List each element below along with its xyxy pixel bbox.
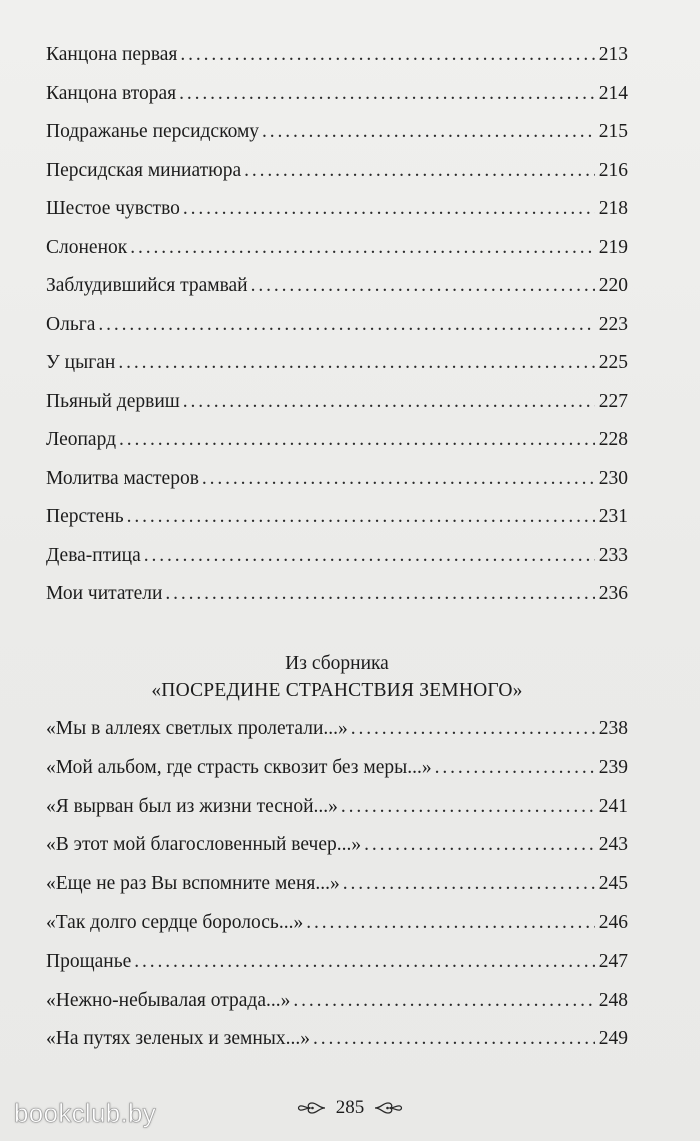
toc-entry-page: 231 [598,506,628,527]
toc-entry-title: «Мы в аллеях светлых пролетали...» [46,718,348,739]
toc-entry-title: Заблудившийся трамвай [46,275,248,296]
toc-entry-title: Пьяный дервиш [46,390,180,412]
toc-entry [46,749,628,788]
toc-entry-title: «Нежно-небывалая отрада...» [46,989,291,1011]
left-ornament-icon [297,1099,327,1117]
toc-entry-page: 219 [598,236,628,258]
toc-entry [46,190,628,229]
toc-entry [46,982,628,1021]
toc-list-part1 [46,36,628,614]
toc-entry-title: Молитва мастеров [46,467,199,489]
toc-entry-title: «Еще не раз Вы вспомните меня...» [46,873,340,895]
toc-entry [46,306,628,345]
toc-leader-dots [351,710,595,749]
toc-entry [46,865,628,904]
toc-entry-page: 239 [598,756,628,778]
toc-list-part2 [46,710,628,1059]
toc-entry-title: Персидская миниатюра [46,159,242,181]
toc-leader-dots [202,460,595,499]
toc-entry-page: 236 [598,583,628,604]
toc-leader-dots [165,575,594,614]
toc-entry-page: 228 [598,429,628,450]
toc-entry-title: «На путях зеленых и земных...» [46,1028,310,1050]
toc-entry-title: Мои читатели [46,583,163,604]
toc-leader-dots [293,982,594,1021]
toc-leader-dots [262,113,595,152]
toc-entry-page: 215 [598,121,628,142]
toc-entry-page: 220 [598,275,628,296]
toc-entry-title: «Мой альбом, где страсть сквозит без меры...» [46,756,432,778]
right-ornament-icon [373,1099,403,1117]
toc-entry [46,826,628,865]
toc-entry-title: Подражанье персидскому [46,121,260,142]
toc-leader-dots [130,229,595,268]
toc-entry-title: «В этот мой благословенный вечер...» [46,834,362,856]
toc-entry [46,1020,628,1059]
toc-entry [46,788,628,827]
toc-entry [46,575,628,614]
toc-entry-page: 249 [598,1028,628,1050]
toc-leader-dots [244,152,595,191]
toc-entry-title: «Так долго сердце боролось...» [46,911,304,933]
page-number: 285 [335,1096,365,1118]
toc-entry [46,460,628,499]
toc-entry-page: 213 [598,44,628,65]
toc-leader-dots [183,383,595,422]
toc-leader-dots [341,788,595,827]
toc-leader-dots [134,943,595,982]
toc-entry [46,344,628,383]
toc-entry [46,421,628,460]
toc-entry [46,710,628,749]
toc-entry [46,267,628,306]
toc-entry-title: Дева-птица [46,544,141,566]
toc-leader-dots [343,865,595,904]
toc-leader-dots [118,344,594,383]
toc-leader-dots [183,190,595,229]
toc-entry-title: «Я вырван был из жизни тесной...» [46,795,338,817]
section-heading-line1: Из сборника [285,653,389,674]
toc-entry-title: Ольга [46,313,96,335]
toc-entry-page: 245 [598,873,628,895]
toc-entry [46,36,628,75]
toc-leader-dots [313,1020,595,1059]
toc-leader-dots [435,749,595,788]
toc-entry [46,75,628,114]
toc-entry-title: Шестое чувство [46,198,180,219]
toc-entry-page: 243 [598,834,628,856]
toc-leader-dots [180,36,594,75]
toc-leader-dots [98,306,594,345]
toc-entry [46,904,628,943]
toc-entry-title: Прощанье [46,950,132,972]
toc-entry-page: 218 [598,198,628,219]
toc-entry-page: 248 [598,989,628,1011]
toc-entry [46,229,628,268]
toc-entry-page: 223 [598,313,628,335]
toc-entry-title: Слоненок [46,236,128,258]
toc-entry [46,943,628,982]
toc-entry-page: 238 [598,718,628,739]
toc-entry-page: 247 [598,950,628,972]
toc-entry-title: Канцона первая [46,44,178,65]
watermark-logo: bookclub.by [14,1098,157,1128]
toc-entry [46,537,628,576]
toc-leader-dots [306,904,595,943]
toc-entry-page: 241 [598,795,628,817]
toc-entry [46,498,628,537]
toc-entry-page: 216 [598,159,628,181]
toc-leader-dots [251,267,595,306]
toc-entry-title: Леопард [46,429,117,450]
toc-entry [46,152,628,191]
toc-entry-page: 246 [598,911,628,933]
toc-entry-page: 225 [598,352,628,373]
toc-entry-title: У цыган [46,352,116,373]
toc-entry-page: 233 [598,544,628,566]
section-heading-collection-title: «ПОСРЕДИНЕ СТРАНСТВИЯ ЗЕМНОГО» [151,680,523,701]
toc-entry-title: Канцона вторая [46,82,177,104]
toc-leader-dots [364,826,595,865]
toc-entry-title: Перстень [46,506,124,527]
toc-entry [46,113,628,152]
toc-leader-dots [179,75,595,114]
toc-leader-dots [144,537,595,576]
toc-entry [46,383,628,422]
toc-leader-dots [119,421,595,460]
toc-leader-dots [127,498,595,537]
toc-entry-page: 214 [598,82,628,104]
toc-entry-page: 227 [598,390,628,412]
toc-entry-page: 230 [598,467,628,489]
